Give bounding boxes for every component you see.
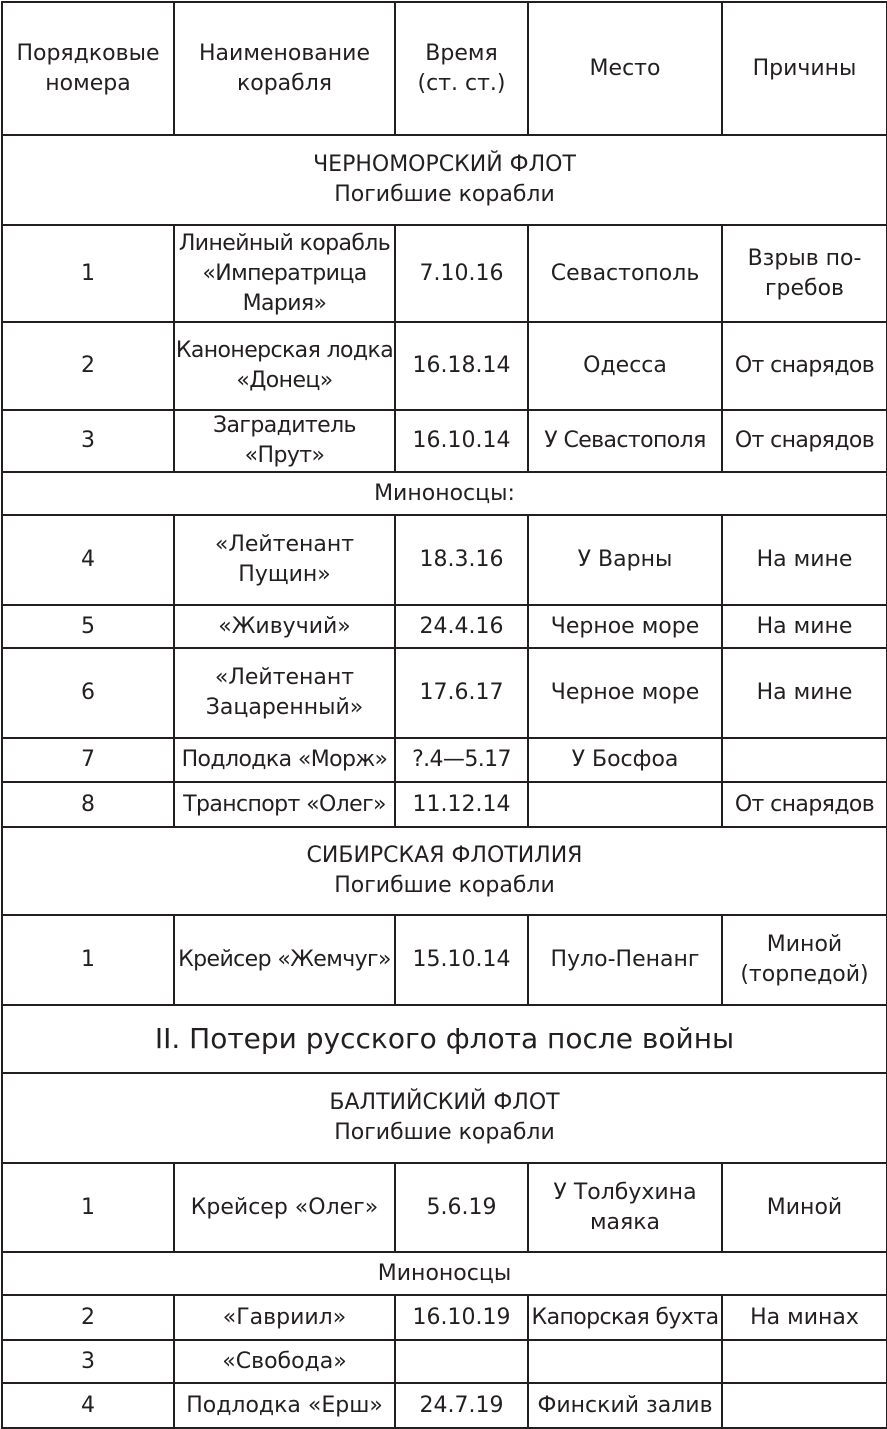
cell-reason xyxy=(722,738,887,782)
header-row xyxy=(2,2,887,135)
black-sea-destroyers-label: Миноносцы: xyxy=(2,472,887,515)
cell-reason: Миной xyxy=(722,1163,887,1252)
subsection-row xyxy=(2,472,887,515)
table-row xyxy=(2,225,887,322)
cell-name: «Лейтенант Зацаренный» xyxy=(174,648,395,738)
cell-reason: На минах xyxy=(722,1295,887,1340)
subsection-row xyxy=(2,1252,887,1295)
cell-name: Линейный корабль «Императрица Мария» xyxy=(174,225,395,322)
table-row xyxy=(2,515,887,605)
cell-name: Транспорт «Олег» xyxy=(174,782,395,827)
cell-place: Черное море xyxy=(528,605,722,648)
cell-name: Подлодка «Морж» xyxy=(174,738,395,782)
section-two-title: II. Потери русского флота после войны xyxy=(2,1005,887,1073)
cell-num: 8 xyxy=(2,782,174,827)
cell-name: Заградитель «Прут» xyxy=(174,410,395,472)
cell-place: Севастополь xyxy=(528,225,722,322)
cell-num: 1 xyxy=(2,1163,174,1252)
cell-num: 2 xyxy=(2,1295,174,1340)
cell-name: «Живучий» xyxy=(174,605,395,648)
cell-time xyxy=(395,1340,528,1383)
cell-name: Канонерская лодка «Донец» xyxy=(174,322,395,410)
table-row xyxy=(2,648,887,738)
cell-num: 4 xyxy=(2,1383,174,1428)
table-row xyxy=(2,410,887,472)
table-row xyxy=(2,322,887,410)
table-row xyxy=(2,1295,887,1340)
baltic-title: БАЛТИЙСКИЙ ФЛОТ Погибшие корабли xyxy=(2,1073,887,1163)
baltic-destroyers-label: Миноносцы xyxy=(2,1252,887,1295)
cell-name: «Свобода» xyxy=(174,1340,395,1383)
cell-num: 7 xyxy=(2,738,174,782)
cell-place: У Севастополя xyxy=(528,410,722,472)
cell-place: У Босфоа xyxy=(528,738,722,782)
table-row xyxy=(2,1340,887,1383)
cell-place: Финский залив xyxy=(528,1383,722,1428)
cell-place: У Толбухина маяка xyxy=(528,1163,722,1252)
cell-name: «Лейтенант Пущин» xyxy=(174,515,395,605)
cell-time: 7.10.16 xyxy=(395,225,528,322)
header-place: Место xyxy=(528,2,722,135)
cell-num: 3 xyxy=(2,1340,174,1383)
table-row xyxy=(2,915,887,1005)
cell-reason: На мине xyxy=(722,648,887,738)
cell-name: Крейсер «Олег» xyxy=(174,1163,395,1252)
cell-time: ?.4—5.17 xyxy=(395,738,528,782)
cell-reason: Миной (торпедой) xyxy=(722,915,887,1005)
section-row xyxy=(2,827,887,915)
cell-time: 15.10.14 xyxy=(395,915,528,1005)
cell-name: Крейсер «Жемчуг» xyxy=(174,915,395,1005)
header-time: Время (ст. ст.) xyxy=(395,2,528,135)
cell-place: У Варны xyxy=(528,515,722,605)
cell-num: 1 xyxy=(2,915,174,1005)
table-row xyxy=(2,738,887,782)
cell-time: 11.12.14 xyxy=(395,782,528,827)
cell-reason xyxy=(722,1383,887,1428)
cell-reason: На мине xyxy=(722,515,887,605)
section-row xyxy=(2,135,887,225)
cell-time: 18.3.16 xyxy=(395,515,528,605)
cell-place: Одесса xyxy=(528,322,722,410)
cell-reason: На мине xyxy=(722,605,887,648)
cell-name: «Гавриил» xyxy=(174,1295,395,1340)
cell-num: 3 xyxy=(2,410,174,472)
cell-reason: От снарядов xyxy=(722,782,887,827)
cell-time: 16.10.14 xyxy=(395,410,528,472)
cell-reason: Взрыв по- гребов xyxy=(722,225,887,322)
table-row xyxy=(2,1163,887,1252)
header-name: Наименование корабля xyxy=(174,2,395,135)
table-row xyxy=(2,782,887,827)
header-reason: Причины xyxy=(722,2,887,135)
cell-time: 17.6.17 xyxy=(395,648,528,738)
black-sea-title: ЧЕРНОМОРСКИЙ ФЛОТ Погибшие корабли xyxy=(2,135,887,225)
cell-num: 4 xyxy=(2,515,174,605)
table-row xyxy=(2,1383,887,1428)
cell-time: 16.18.14 xyxy=(395,322,528,410)
header-num: Порядковые номера xyxy=(2,2,174,135)
cell-place xyxy=(528,1340,722,1383)
cell-reason: От снарядов xyxy=(722,410,887,472)
ship-losses-table xyxy=(1,1,887,1429)
cell-place: Капорская бухта xyxy=(528,1295,722,1340)
cell-num: 6 xyxy=(2,648,174,738)
cell-time: 5.6.19 xyxy=(395,1163,528,1252)
cell-num: 1 xyxy=(2,225,174,322)
cell-reason xyxy=(722,1340,887,1383)
cell-num: 2 xyxy=(2,322,174,410)
cell-num: 5 xyxy=(2,605,174,648)
cell-place xyxy=(528,782,722,827)
cell-place: Черное море xyxy=(528,648,722,738)
cell-reason: От снарядов xyxy=(722,322,887,410)
cell-time: 16.10.19 xyxy=(395,1295,528,1340)
part-title-row xyxy=(2,1005,887,1073)
table-row xyxy=(2,605,887,648)
cell-place: Пуло-Пенанг xyxy=(528,915,722,1005)
siberian-title: СИБИРСКАЯ ФЛОТИЛИЯ Погибшие корабли xyxy=(2,827,887,915)
section-row xyxy=(2,1073,887,1163)
cell-name: Подлодка «Ерш» xyxy=(174,1383,395,1428)
cell-time: 24.7.19 xyxy=(395,1383,528,1428)
cell-time: 24.4.16 xyxy=(395,605,528,648)
